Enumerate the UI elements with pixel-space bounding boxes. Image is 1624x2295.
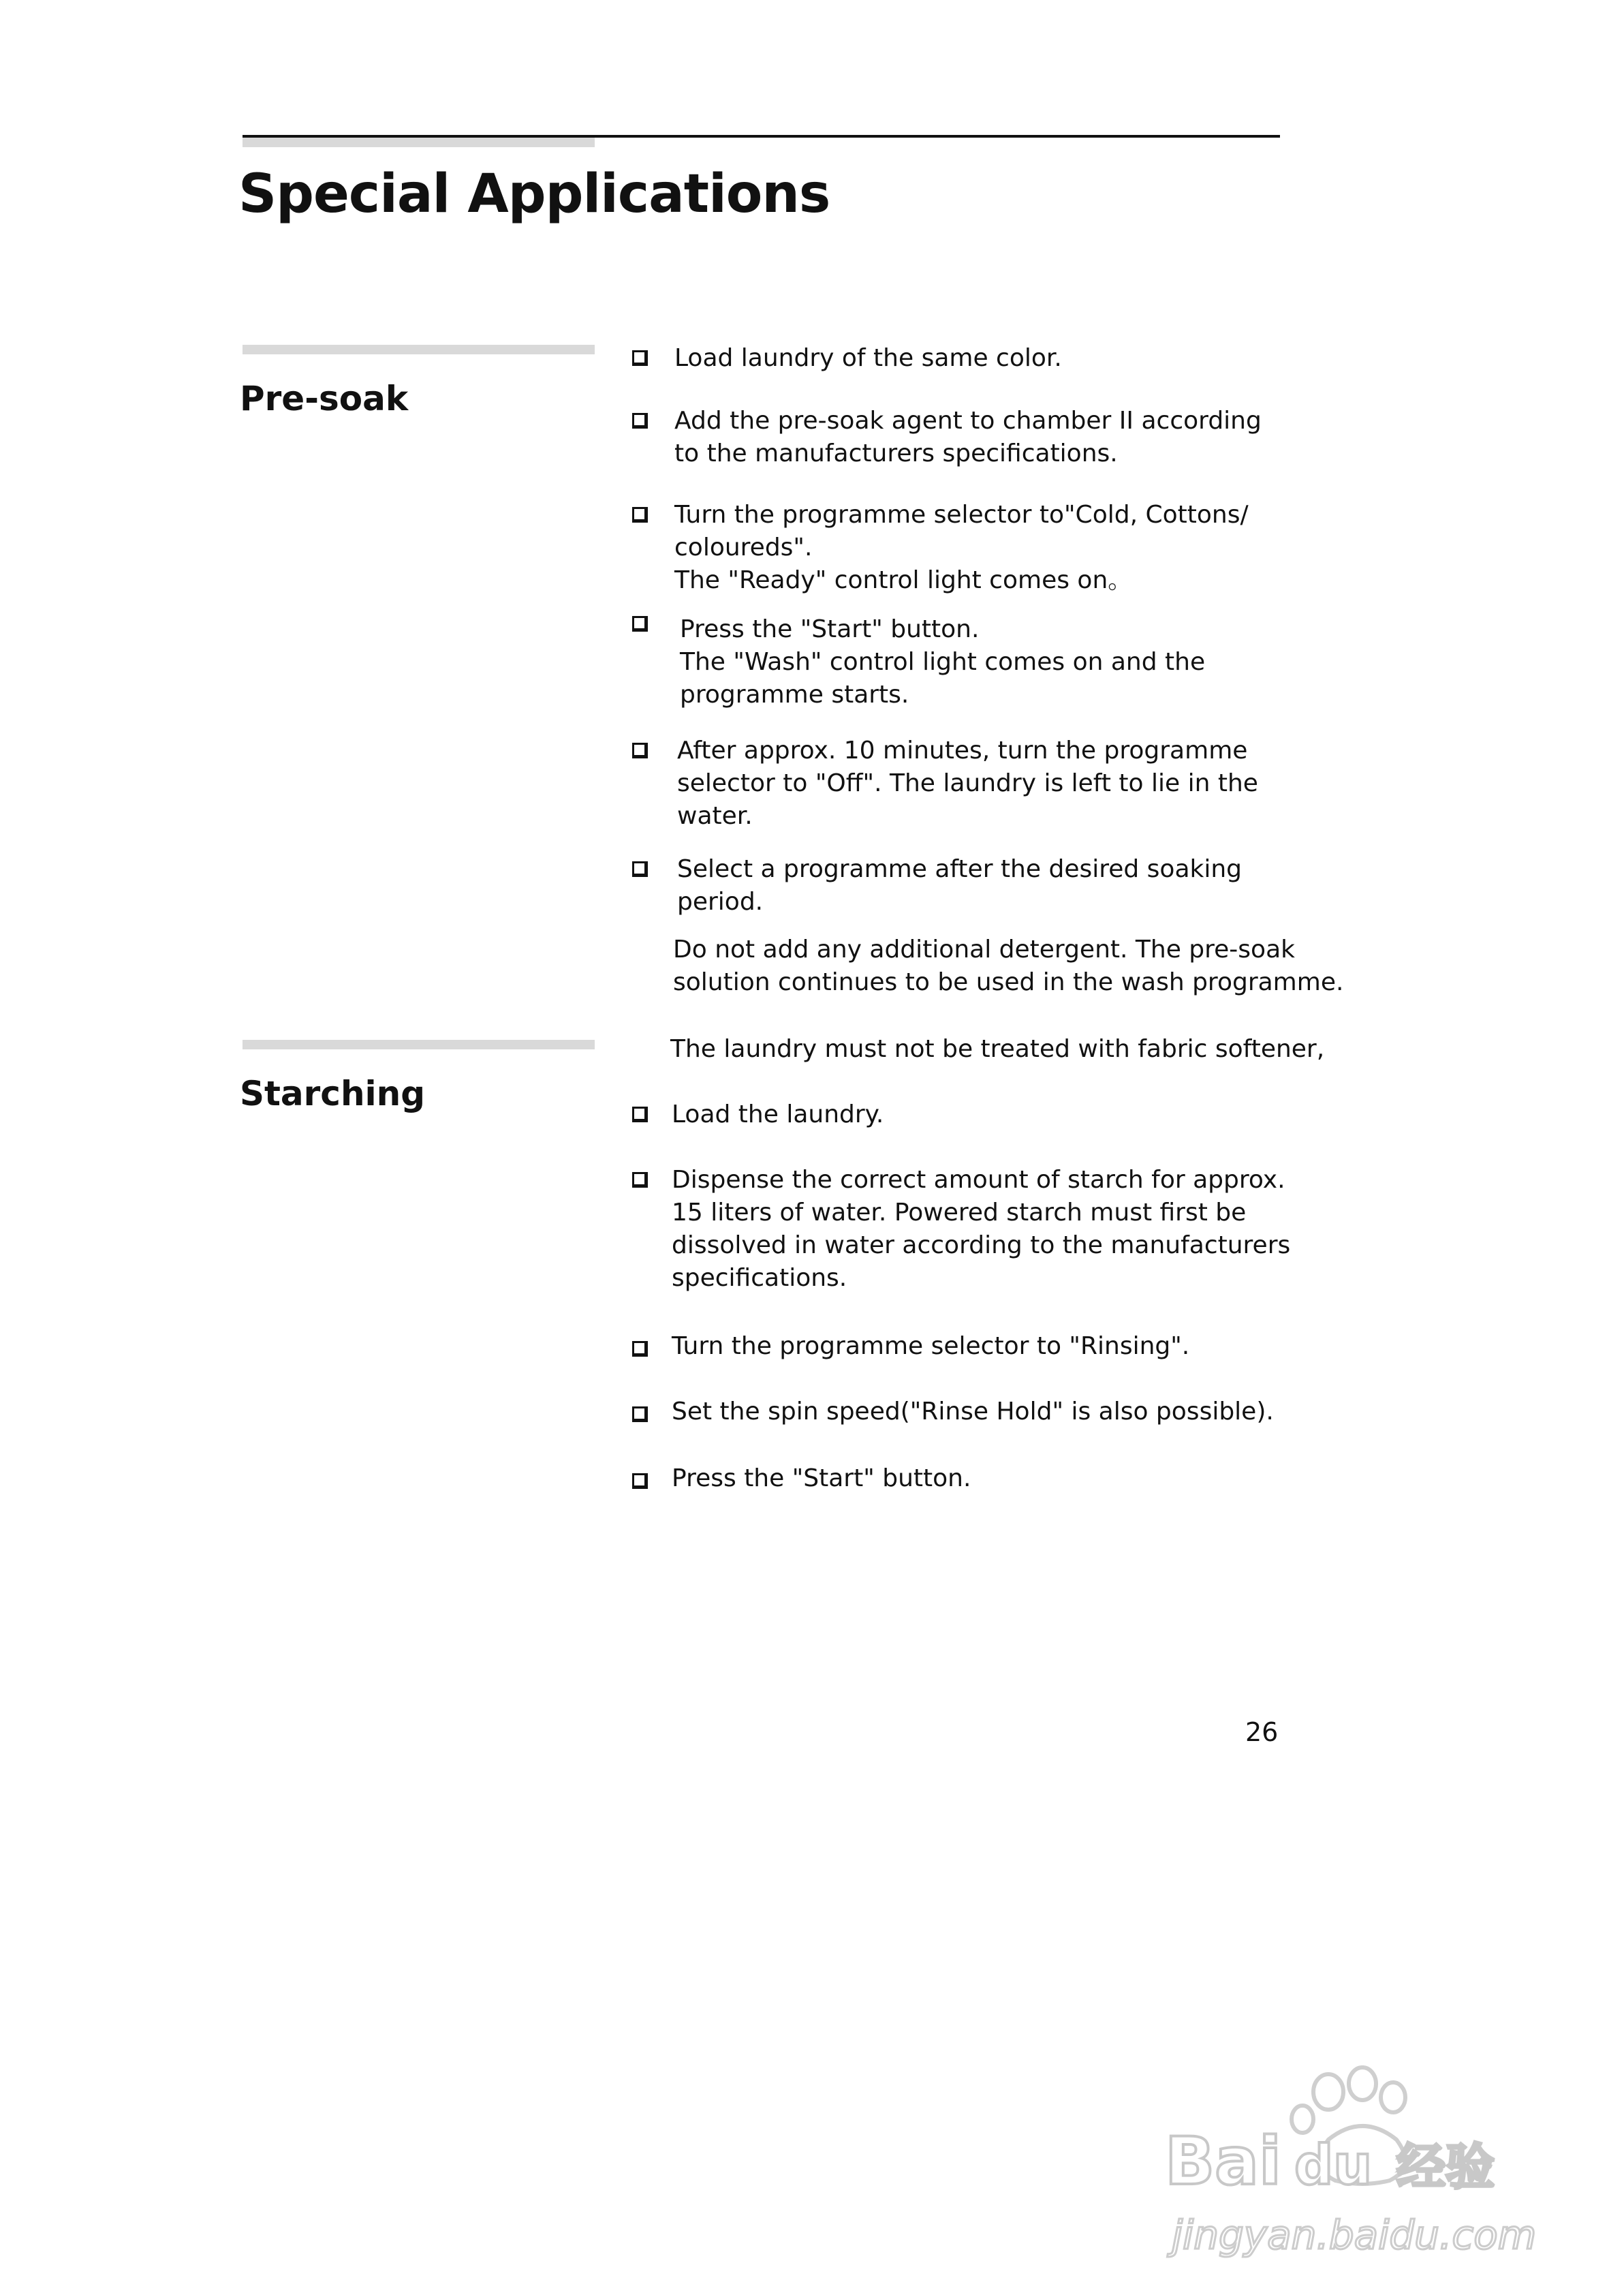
checkbox-icon [632, 413, 648, 429]
checkbox-icon [632, 1341, 648, 1357]
watermark-url-text: jingyan.baidu.com [1172, 2212, 1537, 2258]
svg-text:经验: 经验 [1396, 2138, 1495, 2196]
step-text: Add the pre-soak agent to chamber II according to the manufacturers specifications. [674, 407, 1262, 467]
checkbox-icon [632, 350, 648, 366]
checkbox-icon [632, 1172, 648, 1188]
step-text: Turn the programme selector to"Cold, Cottons/ coloureds". The "Ready" control light comes on。 [674, 501, 1249, 594]
checkbox-icon [632, 507, 648, 523]
checkbox-icon [632, 1406, 648, 1422]
presoak-heading: Pre-soak [240, 379, 409, 418]
step-text: Press the "Start" button. [672, 1464, 971, 1492]
baidu-jingyan-watermark-logo [1158, 2065, 1540, 2269]
step-text: Load laundry of the same color. [674, 344, 1062, 372]
step-text: Select a programme after the desired soaking period. [677, 855, 1243, 916]
starching-section-bar [243, 1040, 595, 1049]
presoak-section-bar [243, 345, 595, 354]
checkbox-icon [632, 616, 648, 632]
step-text: Turn the programme selector to "Rinsing". [672, 1332, 1190, 1360]
checkbox-icon [632, 743, 648, 758]
starching-note: The laundry must not be treated with fabric softener, [670, 1035, 1325, 1063]
checkbox-icon [632, 861, 648, 877]
header-accent-bar [243, 138, 595, 147]
step-text: Dispense the correct amount of starch for approx. 15 liters of water. Powered starch must first be dissolved in water according to the manufacturers specifications. [672, 1166, 1291, 1292]
watermark-brand-text: Bai [1165, 2123, 1281, 2200]
page-number: 26 [1245, 1717, 1279, 1747]
presoak-note: Do not add any additional detergent. The pre-soak solution continues to be used in the wash programme. [673, 936, 1344, 996]
step-text: Load the laundry. [672, 1100, 884, 1128]
checkbox-icon [632, 1473, 648, 1489]
step-text: After approx. 10 minutes, turn the programme selector to "Off". The laundry is left to lie in the water. [677, 737, 1258, 830]
step-text: Set the spin speed("Rinse Hold" is also possible). [672, 1398, 1274, 1426]
step-text: Press the "Start" button. The "Wash" control light comes on and the programme starts. [680, 615, 1206, 709]
starching-heading: Starching [240, 1074, 426, 1113]
svg-text:du: du [1294, 2134, 1373, 2197]
page-title: Special Applications [238, 164, 830, 225]
checkbox-icon [632, 1107, 648, 1122]
